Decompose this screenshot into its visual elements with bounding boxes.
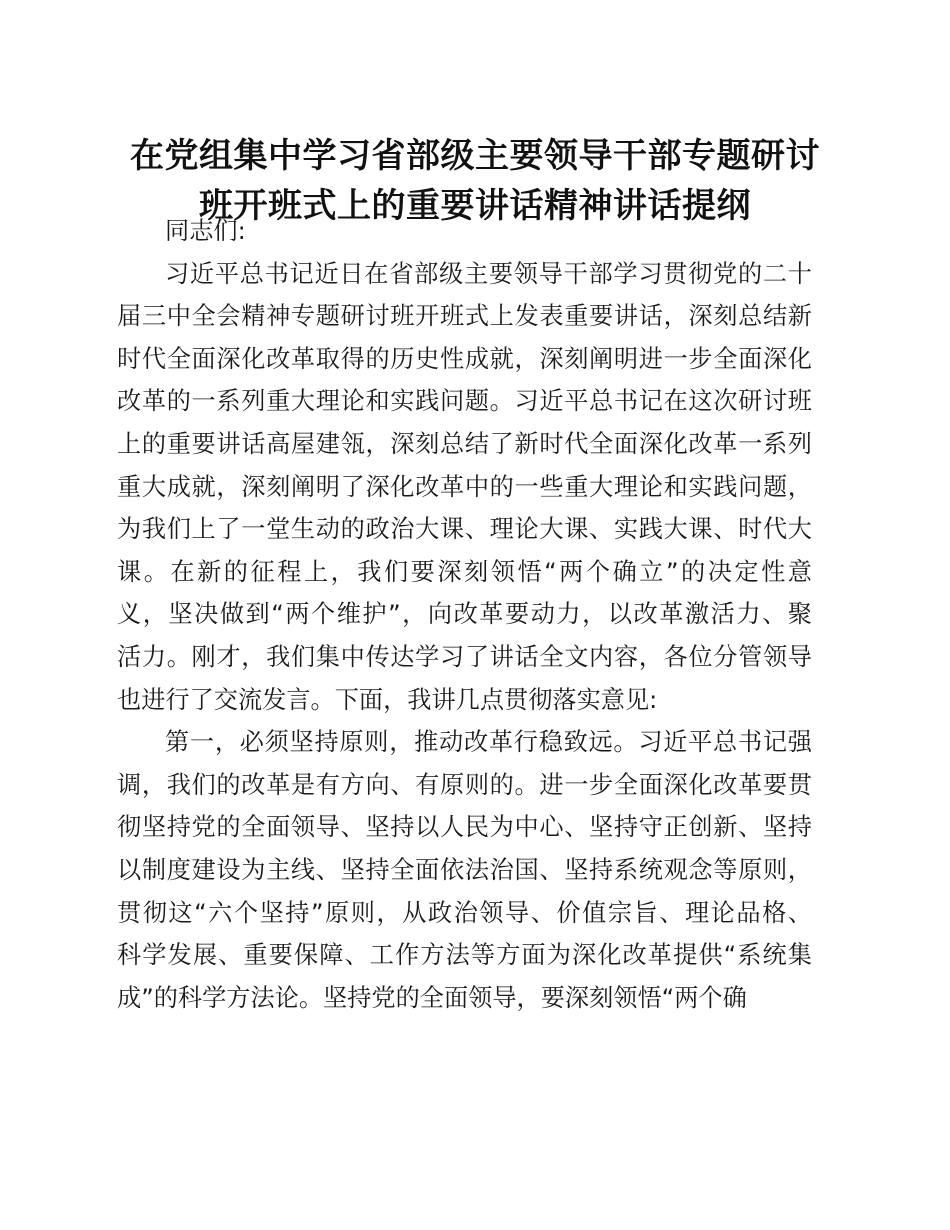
salutation: 同志们:	[165, 217, 246, 245]
body-line: 课。在新的征程上，我们要深刻领悟“两个确立”的决定性意	[117, 557, 812, 586]
document-body	[117, 210, 812, 1019]
body-line: 届三中全会精神专题研讨班开班式上发表重要讲话，深刻总结新	[117, 302, 812, 331]
body-line: 为我们上了一堂生动的政治大课、理论大课、实践大课、时代大	[117, 515, 812, 544]
body-line: 调，我们的改革是有方向、有原则的。进一步全面深化改革要贯	[117, 770, 812, 799]
body-line: 重大成就，深刻阐明了深化改革中的一些重大理论和实践问题，	[117, 472, 812, 501]
body-line: 时代全面深化改革取得的历史性成就，深刻阐明进一步全面深化	[117, 344, 812, 373]
body-line: 以制度建设为主线、坚持全面依法治国、坚持系统观念等原则，	[117, 855, 812, 884]
body-line: 彻坚持党的全面领导、坚持以人民为中心、坚持守正创新、坚持	[117, 813, 812, 842]
title-line-1: 在党组集中学习省部级主要领导干部专题研讨	[130, 136, 820, 176]
body-line: 科学发展、重要保障、工作方法等方面为深化改革提供“系统集	[117, 941, 812, 970]
body-line: 上的重要讲话高屋建瓴，深刻总结了新时代全面深化改革一系列	[117, 429, 812, 458]
body-line: 第一，必须坚持原则，推动改革行稳致远。习近平总书记强	[165, 728, 812, 757]
body-line: 也进行了交流发言。下面，我讲几点贯彻落实意见:	[117, 685, 658, 714]
body-line: 活力。刚才，我们集中传达学习了讲话全文内容，各位分管领导	[117, 642, 812, 671]
title-line-2: 班开班式上的重要讲话精神讲话提纲	[199, 186, 751, 226]
body-line: 成”的科学方法论。坚持党的全面领导，要深刻领悟“两个确	[117, 983, 747, 1012]
body-line: 习近平总书记近日在省部级主要领导干部学习贯彻党的二十	[165, 259, 812, 288]
body-line: 贯彻这“六个坚持”原则，从政治领导、价值宗旨、理论品格、	[117, 898, 812, 927]
body-line: 改革的一系列重大理论和实践问题。习近平总书记在这次研讨班	[117, 387, 812, 416]
body-line: 义，坚决做到“两个维护”，向改革要动力，以改革激活力、聚	[117, 600, 812, 629]
